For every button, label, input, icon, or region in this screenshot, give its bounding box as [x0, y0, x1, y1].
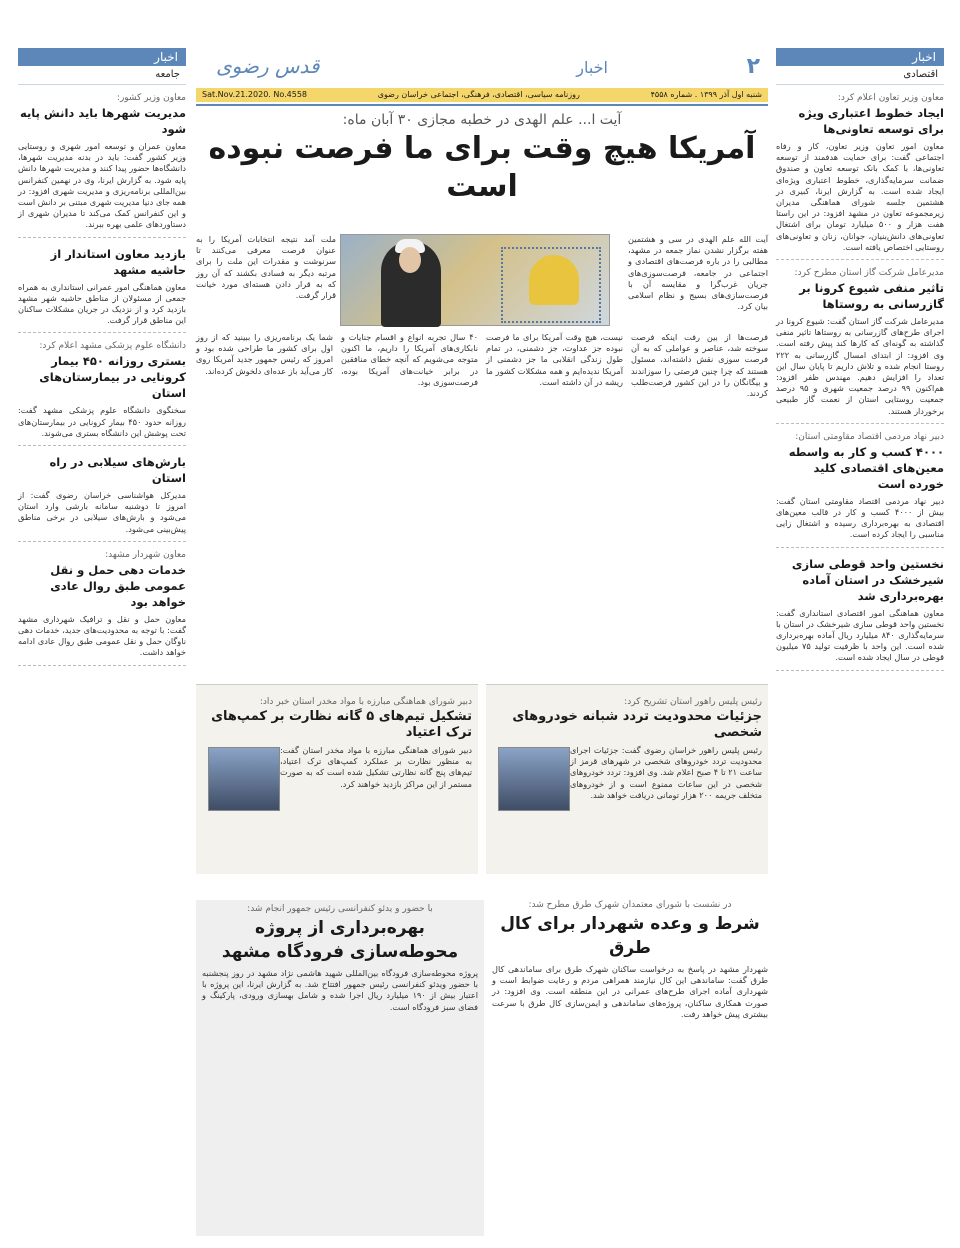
- bottom-kicker: در نشست با شورای معتمدان شهرک طرق مطرح شد:: [528, 900, 732, 910]
- article: [18, 246, 186, 334]
- article-body: معاون حمل و نقل و ترافیک شهرداری مشهد گفت: با توجه به محدودیت‌های جدید، خدمات دهی ناوگان حمل و نقل عمومی طبق روال عادی ادامه خواهد داشت.: [18, 613, 186, 658]
- article-body: معاون هماهنگی امور عمرانی استانداری به همراه جمعی از مسئولان از مناطق حاشیه شهر مشهد بازدید کرد و از نزدیک در جریان مشکلات ساکنان این مناطق قرار گرفت.: [18, 281, 186, 326]
- box-kicker: رئیس پلیس راهور استان تشریح کرد:: [624, 697, 762, 707]
- lead-kicker: آیت ا... علم الهدی در خطبه مجازی ۳۰ آبان ماه:: [342, 112, 622, 128]
- article-title[interactable]: بازدید معاون استاندار از حاشیه مشهد: [50, 246, 186, 277]
- face-shape: [399, 247, 421, 273]
- issue-fa: شنبه اول آذر ۱۳۹۹ . شماره ۴۵۵۸: [650, 90, 762, 99]
- bottom-title[interactable]: شرط و وعده شهردار برای کال طرق: [500, 914, 760, 958]
- article-body: مدیرعامل شرکت گاز استان گفت: شیوع کرونا در اجرای طرح‌های گازرسانی به روستاها تاثیر منفی گذاشته به گونه‌ای که کارها کند پیش رفته است. وی افزود: از ابتدای امسال گازرسانی به ۲۲۲ روستا انجام شده و تلاش داریم تا پایان سال این تعداد را افزایش دهیم. مهندس ظفر افزود: هم‌اکنون ۹۹ درصد جمعیت شهری و ۹۵ درصد جمعیت روستایی استان از نعمت گاز طبیعی برخوردار هستند.: [776, 316, 944, 416]
- lead-column: شما یک برنامه‌ریزی را ببینید که از روز اول برای کشور ما طراحی شده بود و امروز که رئیس جمهور جدید آمریکا روی کار می‌آید باز عده‌ای دلخوش کرده‌اند.: [196, 332, 333, 376]
- bottom-body: پروژه محوطه‌سازی فرودگاه بین‌المللی شهید هاشمی نژاد مشهد در روز پنجشنبه با حضور ویدئو کنفرانسی رئیس جمهور افتتاح شد. به گزارش ایرنا، این پروژه با اعتبار بیش از ۱۹۰ میلیارد ریال اجرا شده و شامل بهسازی ورودی، پارکینگ و فضای سبز فرودگاه است.: [202, 968, 478, 1012]
- box-body: دبیر شورای هماهنگی مبارزه با مواد مخدر استان گفت: به منظور نظارت بر عملکرد کمپ‌های ترک اعتیاد، تیم‌های پنج گانه نظارتی تشکیل شده است که به صورت مستمر از این مراکز بازدید خواهند کرد.: [280, 745, 472, 789]
- article: [776, 432, 944, 548]
- page-number: ۲: [746, 54, 760, 79]
- box-body: رئیس پلیس راهور خراسان رضوی گفت: جزئیات اجرای محدودیت تردد خودروهای شخصی در شهرهای قرمز از ساعت ۲۱ تا ۴ صبح اعلام شد. وی افزود: تردد خودروهای شخصی در این ساعات ممنوع است و از خودروهای متخلف جریمه ۲۰۰ هزار تومانی دریافت خواهد شد.: [570, 745, 762, 800]
- article: [776, 93, 944, 260]
- box-title[interactable]: تشکیل تیم‌های ۵ گانه نظارت بر کمپ‌های ترک اعتیاد: [211, 709, 472, 740]
- lead-column: ۴۰ سال تجربه انواع و اقسام جنایات و نابکاری‌های آمریکا را داریم، ما اکنون متوجه می‌شویم که آنچه خطای منافقین در برابر خیانت‌های آمریکا بوده، فرصت‌سوزی بود.: [341, 332, 478, 387]
- article-body: معاون هماهنگی امور اقتصادی استانداری گفت: نخستین واحد قوطی سازی شیرخشک در استان با سرمایه‌گذاری ۸۴۰ میلیارد ریال آماده بهره‌برداری شده است. این واحد با ظرفیت تولید ۷۵ میلیون قوطی در سال ایجاد شده است.: [776, 607, 944, 663]
- article-title[interactable]: بارش‌های سیلابی در راه استان: [49, 455, 186, 486]
- article: [18, 550, 186, 666]
- lead-photo: [340, 234, 610, 326]
- article-kicker: مدیرعامل شرکت گاز استان مطرح کرد:: [794, 268, 944, 279]
- right-news-column: [776, 48, 944, 1236]
- boxed-story: [486, 684, 768, 874]
- masthead: [196, 48, 768, 106]
- officer-photo: [498, 747, 570, 811]
- article-title[interactable]: تاثیر منفی شیوع کرونا بر گازرسانی به روستاها: [799, 281, 944, 312]
- article: [18, 454, 186, 542]
- lead-continued-columns: [196, 332, 768, 399]
- lead-column: فرصت‌ها از بین رفت اینکه فرصت سوخته شد، عناصر و عواملی که به آن فرصت سوزی نقش داشته‌اند، مسئول هستند که چرا چنین فرصتی را سوزاندند و بیگانگان را در این کشور فرصت‌طلب کردند.: [631, 332, 768, 399]
- lead-body-right: [628, 234, 768, 312]
- left-column-sub: جامعه: [18, 66, 186, 85]
- article-body: دبیر نهاد مردمی اقتصاد مقاومتی استان گفت: بیش از ۴۰۰۰ کسب و کار در قالب معین‌های اقتصادی به بهره‌برداری رسیده و اشتغال زایی مناسبی را ایجاد کرده است.: [776, 495, 944, 540]
- bottom-title[interactable]: بهره‌برداری از پروژه محوطه‌سازی فرودگاه مشهد: [221, 918, 459, 962]
- box-kicker: دبیر شورای هماهنگی مبارزه با مواد مخدر استان خبر داد:: [259, 697, 472, 707]
- lead-body-left: [196, 234, 336, 301]
- article-kicker: معاون وزیر تعاون اعلام کرد:: [837, 93, 944, 103]
- speaker-figure: [381, 241, 441, 327]
- lead-title[interactable]: آمریکا هیچ وقت برای ما فرصت نبوده است: [208, 131, 756, 204]
- lead-paragraph: ملت آمد نتیجه انتخابات آمریکا را به عنوان فرصت معرفی می‌کنند تا سرنوشت و مقدرات این ملت را برای مرتبه دیگر به فسادی بکشند که آن روز که به قرار دادن هسته‌ای مورد خیانت قرار گرفت.: [196, 234, 336, 301]
- bottom-story: [492, 900, 768, 1236]
- article-title[interactable]: مدیریت شهرها باید دانش پایه شود: [19, 106, 186, 136]
- article-body: معاون امور تعاون وزیر تعاون، کار و رفاه اجتماعی گفت: برای حمایت هدفمند از توسعه تعاونی‌ها، با کمک بانک توسعه تعاون و صندوق ضمانت سرمایه‌گذاری، خطوط اعتباری ویژه‌ای ایجاد شده است. به گزارش ایرنا، کبیری در هشتمین جلسه شورای هماهنگی مدیران زیرمجموعه تعاون در مشهد افزود: در این راستا هفت هزار و ۵۰۰ میلیارد تومان برای اشتغال تعاونی‌های دانش‌بنیان، جوانان، زنان و تعاونی‌های روستایی اختصاص یافته است.: [776, 141, 945, 252]
- right-column-head: اخبار: [776, 48, 944, 66]
- article-kicker: معاون وزیر کشور:: [116, 93, 186, 103]
- article-title[interactable]: خدمات دهی حمل و نقل عمومی طبق روال عادی خواهد بود: [50, 562, 186, 609]
- lead-column: نیست، هیچ وقت آمریکا برای ما فرصت نبوده جز عداوت، جز دشمنی، در تمام طول زندگی انقلابی ما جز دشمنی از آمریکا ندیده‌ایم و همه مشکلات کشور ما ریشه در آن داشته است.: [486, 332, 623, 387]
- article-title[interactable]: ایجاد خطوط اعتباری ویژه برای توسعه تعاونی‌ها: [798, 106, 944, 136]
- article-title[interactable]: بستری روزانه ۴۵۰ بیمار کرونایی در بیمارستان‌های استان: [39, 354, 186, 401]
- right-column-sub: اقتصادی: [776, 66, 944, 85]
- boxed-story: [196, 684, 478, 874]
- left-news-column: [18, 48, 186, 1236]
- paper-subtitle: روزنامه سیاسی، اقتصادی، فرهنگی، اجتماعی خراسان رضوی: [377, 90, 580, 99]
- bottom-stories: [196, 900, 768, 1236]
- bottom-kicker: با حضور و یدئو کنفرانسی رئیس جمهور انجام شد:: [247, 904, 433, 914]
- article-kicker: دانشگاه علوم پزشکی مشهد اعلام کرد:: [39, 341, 186, 352]
- shrine-dome: [529, 255, 579, 305]
- issue-en: Sat.Nov.21.2020. No.4558: [202, 90, 308, 99]
- bottom-body: شهردار مشهد در پاسخ به درخواست ساکنان شهرک طرق برای ساماندهی کال طرق گفت: ساماندهی این کال نیازمند همراهی مردم و رعایت ضوابط است و شهرداری آماده اجرای طرح‌های عمرانی در این منطقه است. وی افزود: در صورت همکاری ساکنان، پروژه‌های ساماندهی و ایمن‌سازی کال طرق با سرعت بیشتری پیش خواهد رفت.: [492, 964, 768, 1019]
- main-content: [196, 48, 768, 1236]
- article-kicker: دبیر نهاد مردمی اقتصاد مقاومتی استان:: [795, 431, 944, 442]
- article-kicker: معاون شهردار مشهد:: [105, 549, 186, 560]
- article: [776, 268, 944, 424]
- official-photo: [208, 747, 280, 811]
- article: [776, 556, 944, 671]
- article-body: سخنگوی دانشگاه علوم پزشکی مشهد گفت: روزانه حدود ۴۵۰ بیمار کرونایی در بیمارستان‌های تحت پوشش این دانشگاه بستری می‌شوند.: [18, 405, 186, 438]
- box-title[interactable]: جزئیات محدودیت تردد شبانه خودروهای شخصی: [512, 709, 762, 740]
- article: [18, 93, 186, 238]
- lead-paragraph: آیت الله علم الهدی در سی و هشتمین هفته برگزار نشدن نماز جمعه در مشهد، مطالبی را در باره فرصت‌های اقتصادی و اجتماعی در جامعه، فرصت‌سوزی‌های جریان غرب‌گرا و مقایسه آن با فرصت‌سازی‌های بسیج و نظام اسلامی بیان کرد.: [628, 234, 768, 312]
- bottom-story: [196, 900, 484, 1236]
- boxed-stories: [196, 684, 768, 874]
- left-column-head: اخبار: [18, 48, 186, 66]
- article-body: مدیرکل هواشناسی خراسان رضوی گفت: از امروز تا دوشنبه سامانه بارشی وارد استان می‌شود و بارش‌های سیلابی در برخی مناطق پیش‌بینی می‌شود.: [18, 490, 186, 534]
- article: [18, 341, 186, 446]
- article-title[interactable]: ۴۰۰۰ کسب و کار به واسطه معین‌های اقتصادی کلید خورده است: [788, 444, 944, 491]
- section-name: اخبار: [576, 58, 608, 77]
- article-title[interactable]: نخستین واحد قوطی سازی شیرخشک در استان آماده بهره‌برداری شد: [791, 556, 944, 603]
- article-body: معاون عمران و توسعه امور شهری و روستایی وزیر کشور گفت: باید در بدنه مدیریت شهرها، دانشگاه‌ها حضور پیدا کنند و مدیریت شهرها دانش پایه شود. به گزارش ایرنا، وی در نهمین کنفرانس بین‌المللی برنامه‌ریزی و مدیریت شهری افزود: در همه جای دنیا مدیریت شهری مبتنی بر دانش است و این کنفرانس کمک می‌کند تا مدیران شهری از دستاوردهای علمی بهره ببرند.: [18, 141, 186, 230]
- date-bar: [196, 88, 768, 102]
- newspaper-logo: قدس رضوی: [216, 54, 320, 78]
